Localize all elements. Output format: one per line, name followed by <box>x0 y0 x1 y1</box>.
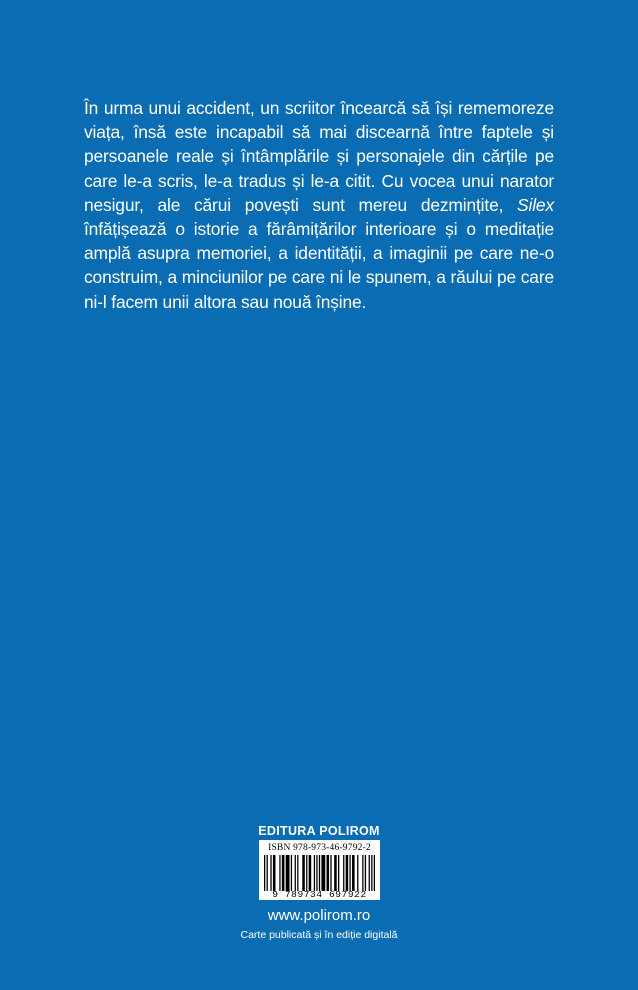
publisher-website: www.polirom.ro <box>267 907 371 924</box>
barcode-bar <box>297 855 298 891</box>
barcode-bar <box>306 855 307 891</box>
barcode-bar <box>357 855 358 891</box>
barcode-bar <box>267 855 268 891</box>
book-blurb <box>84 96 554 314</box>
barcode-number: 9 789734 697922 <box>272 889 367 900</box>
barcode-bar <box>352 855 355 891</box>
barcode-bar <box>338 855 339 891</box>
barcode-bar <box>369 855 370 891</box>
barcode-bar <box>286 855 290 891</box>
barcode-bar <box>319 855 320 891</box>
barcode-bar <box>371 855 372 891</box>
blurb-text-part1: În urma unui accident, un scriitor încearcă să își rememoreze viața, însă este incapabil să mai discearnă între faptele și persoanele reale și întâmplările și personajele din cărțile pe care le-a scris, le-a tradus și le-a citit. Cu vocea unui narator nesigur, ale cărui povești sunt mereu dezmințite, <box>84 98 554 215</box>
barcode-bar <box>282 855 285 891</box>
barcode-bar <box>314 855 315 891</box>
barcode-bar <box>279 855 280 891</box>
barcode-bar <box>302 855 305 891</box>
barcode-bar <box>346 855 349 891</box>
publisher-name: EDITURA POLIROM <box>258 824 380 838</box>
barcode-bar <box>309 855 312 891</box>
barcode-bar <box>330 855 331 891</box>
barcode-bar <box>270 855 271 891</box>
barcode-bar <box>295 855 296 891</box>
blurb-book-title: Silex <box>517 194 554 215</box>
barcode-bar <box>291 855 292 891</box>
barcode-bar <box>362 855 363 891</box>
barcode-bar <box>334 855 337 891</box>
blurb-text-part2: înfățișează o istorie a fărâmițărilor interioare și o meditație amplă asupra memoriei, a identității, a imaginii pe care ne-o construim, a minciunilor pe care ni le spunem, a răului pe care ni-l facem unii altora sau nouă înșine. <box>84 219 554 312</box>
isbn-label: ISBN 978-973-46-9792-2 <box>268 843 371 853</box>
barcode-bar <box>374 855 375 891</box>
barcode-bar <box>273 855 276 891</box>
barcode-bar <box>316 855 317 891</box>
barcode-bar <box>321 855 325 891</box>
barcode <box>264 855 375 891</box>
barcode-bar <box>349 855 350 891</box>
barcode-bar <box>327 855 330 891</box>
barcode-box <box>259 840 380 900</box>
barcode-bar <box>343 855 344 891</box>
barcode-bar <box>365 855 366 891</box>
barcode-bar <box>264 855 265 891</box>
digital-edition-note: Carte publicată și în ediție digitală <box>240 929 398 941</box>
